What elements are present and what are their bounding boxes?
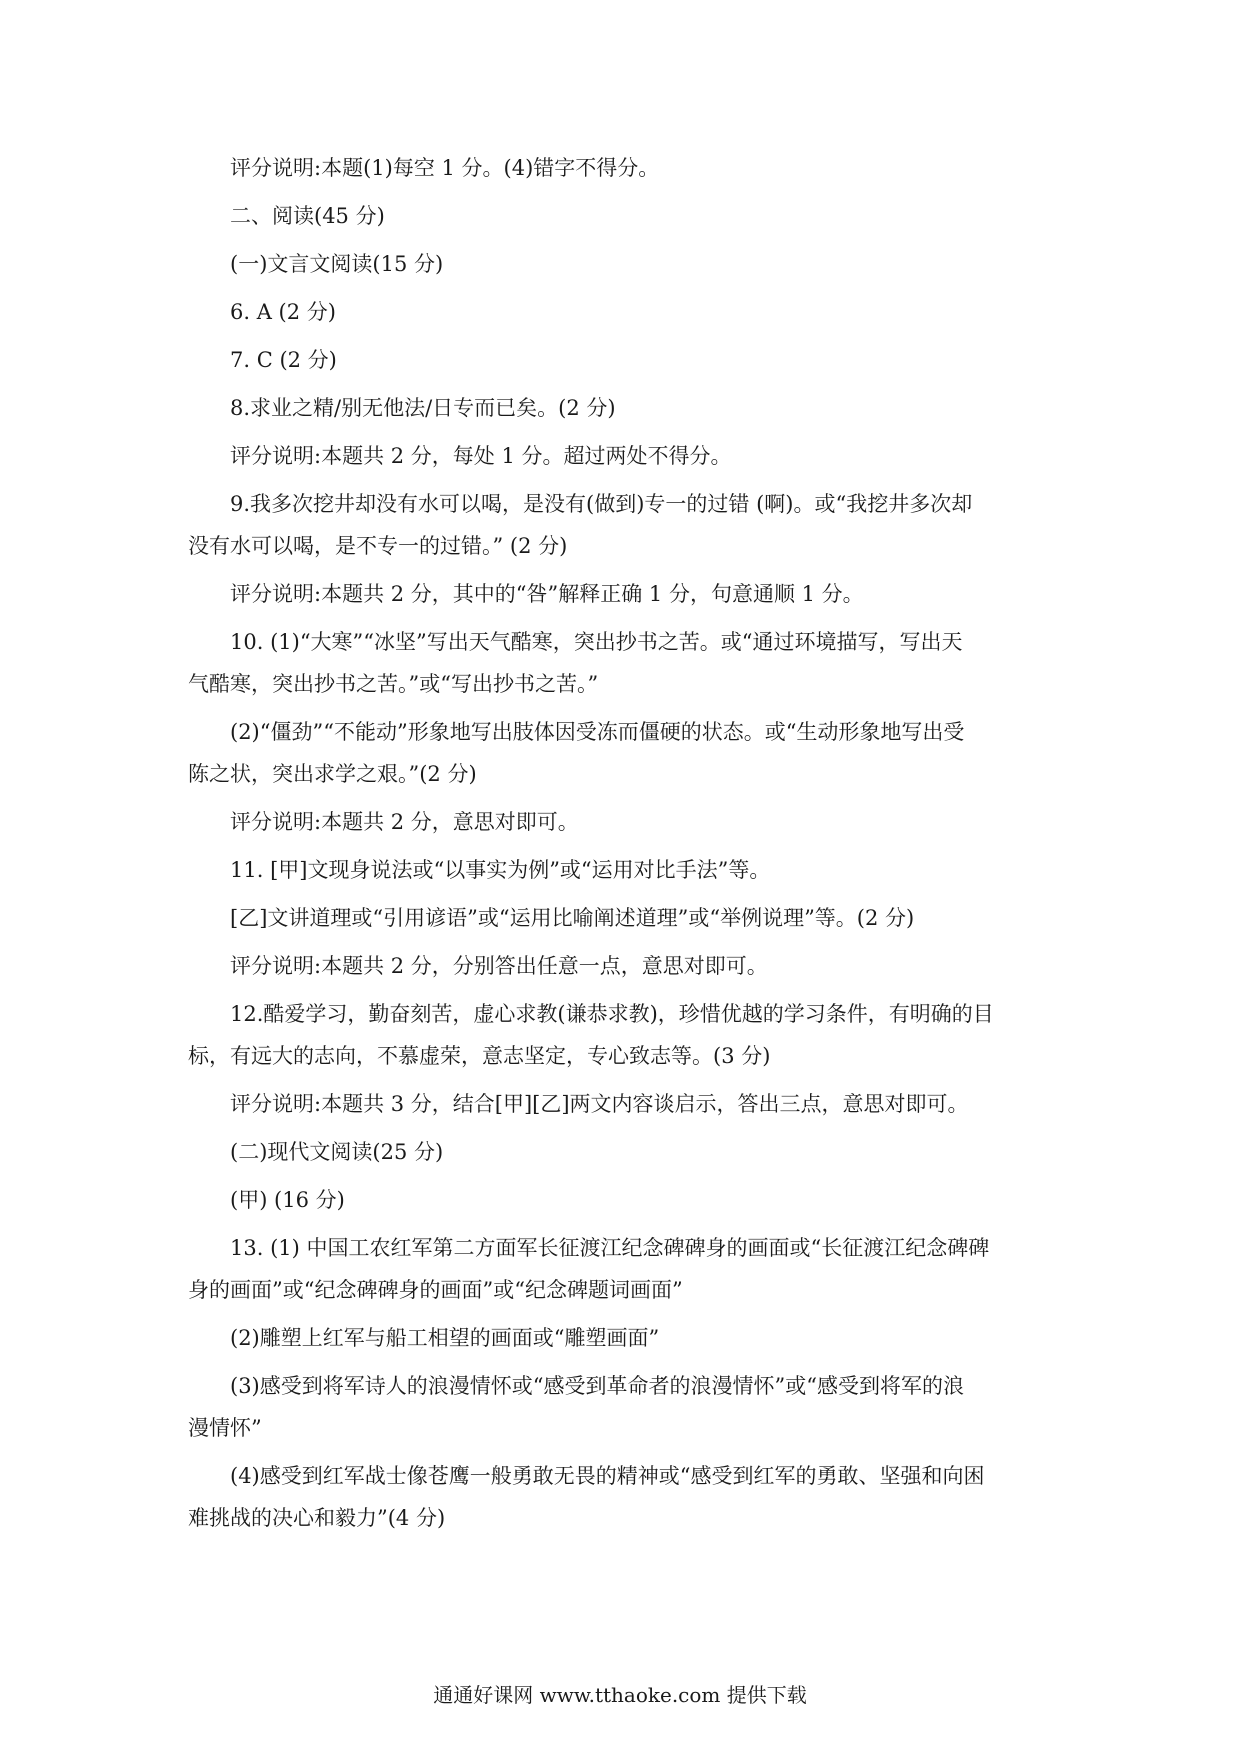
page-footer: 通通好课网 www.tthaoke.com 提供下载 — [433, 1683, 807, 1707]
scoring-note: 评分说明:本题共 3 分，结合[甲][乙]两文内容谈启示，答出三点，意思对即可。 — [230, 1092, 969, 1116]
answer-item: 7. C (2 分) — [230, 348, 337, 372]
answer-item: 9.我多次挖井却没有水可以喝，是没有(做到)专一的过错 (啊)。或“我挖井多次却 — [230, 492, 973, 516]
answer-item-continuation: 标，有远大的志向，不慕虚荣，意志坚定，专心致志等。(3 分) — [188, 1044, 771, 1068]
answer-item: (2)“僵劲”“不能动”形象地写出肢体因受冻而僵硬的状态。或“生动形象地写出受 — [230, 720, 965, 744]
subsection-heading: (甲) (16 分) — [230, 1188, 345, 1212]
answer-item: [乙]文讲道理或“引用谚语”或“运用比喻阐述道理”或“举例说理”等。(2 分) — [230, 906, 915, 930]
answer-item: (4)感受到红军战士像苍鹰一般勇敢无畏的精神或“感受到红军的勇敢、坚强和向困 — [230, 1464, 985, 1488]
answer-item: 8.求业之精/别无他法/日专而已矣。(2 分) — [230, 396, 616, 420]
answer-item: 13. (1) 中国工农红军第二方面军长征渡江纪念碑碑身的画面或“长征渡江纪念碑碑 — [230, 1236, 990, 1260]
answer-item-continuation: 漫情怀” — [188, 1416, 262, 1440]
section-heading: 二、阅读(45 分) — [230, 204, 385, 228]
answer-item: 6. A (2 分) — [230, 300, 336, 324]
answer-item-continuation: 气酷寒，突出抄书之苦。”或“写出抄书之苦。” — [188, 672, 599, 696]
scoring-note: 评分说明:本题共 2 分，意思对即可。 — [230, 810, 579, 834]
subsection-heading: (二)现代文阅读(25 分) — [230, 1140, 444, 1164]
answer-item: 10. (1)“大寒”“冰坚”写出天气酷寒，突出抄书之苦。或“通过环境描写，写出天 — [230, 630, 963, 654]
answer-key-body — [188, 150, 1048, 1548]
scoring-note: 评分说明:本题共 2 分，其中的“咎”解释正确 1 分，句意通顺 1 分。 — [230, 582, 864, 606]
answer-item: 12.酷爱学习，勤奋刻苦，虚心求教(谦恭求教)，珍惜优越的学习条件，有明确的目 — [230, 1002, 994, 1026]
text-line: 评分说明:本题(1)每空 1 分。(4)错字不得分。 — [230, 156, 660, 180]
answer-item-continuation: 难挑战的决心和毅力”(4 分) — [188, 1506, 446, 1530]
scoring-note: 评分说明:本题共 2 分，分别答出任意一点，意思对即可。 — [230, 954, 768, 978]
subsection-heading: (一)文言文阅读(15 分) — [230, 252, 444, 276]
answer-item: (3)感受到将军诗人的浪漫情怀或“感受到革命者的浪漫情怀”或“感受到将军的浪 — [230, 1374, 964, 1398]
answer-item: (2)雕塑上红军与船工相望的画面或“雕塑画面” — [230, 1326, 660, 1350]
answer-item-continuation: 身的画面”或“纪念碑碑身的画面”或“纪念碑题词画面” — [188, 1278, 683, 1302]
answer-item-continuation: 陈之状，突出求学之艰。”(2 分) — [188, 762, 477, 786]
answer-item: 11. [甲]文现身说法或“以事实为例”或“运用对比手法”等。 — [230, 858, 771, 882]
scoring-note: 评分说明:本题共 2 分，每处 1 分。超过两处不得分。 — [230, 444, 732, 468]
answer-item-continuation: 没有水可以喝，是不专一的过错。” (2 分) — [188, 534, 568, 558]
